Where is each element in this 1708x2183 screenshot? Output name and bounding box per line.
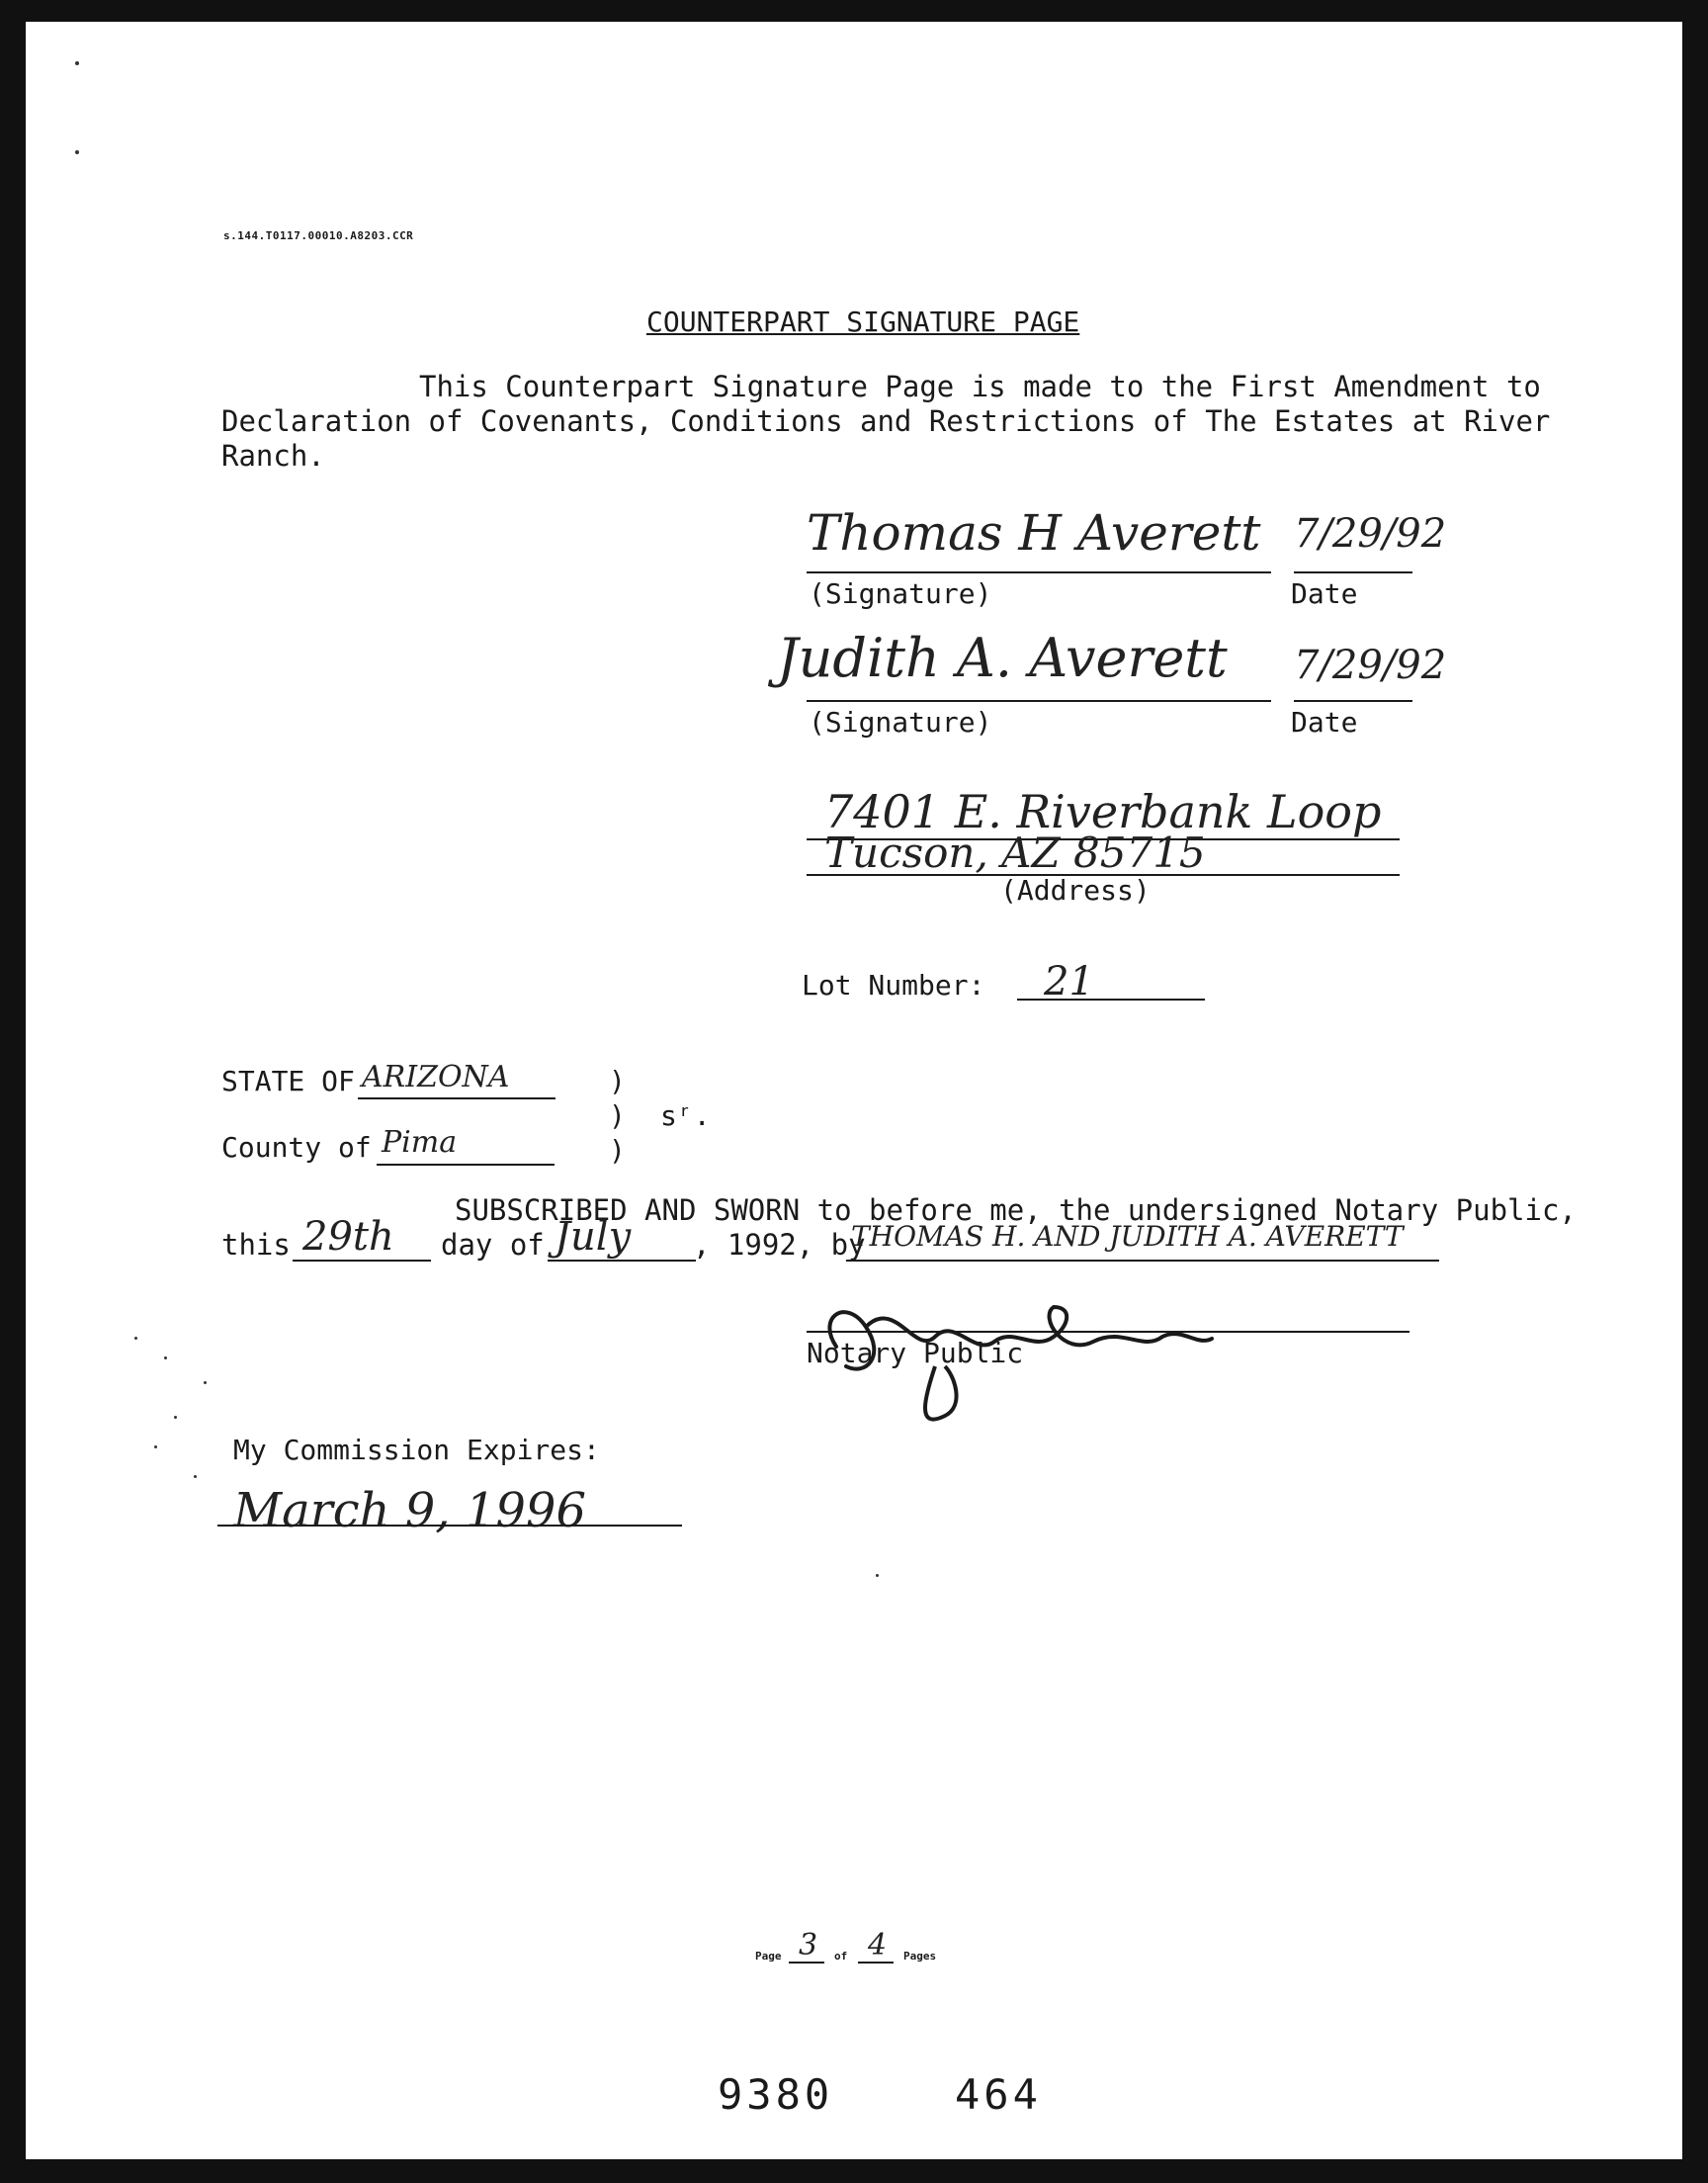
total-pages-line <box>858 1962 894 1964</box>
lot-number-label: Lot Number: <box>802 969 985 1002</box>
commission-line <box>217 1525 682 1527</box>
jurat-month-value: July <box>555 1214 632 1260</box>
bracket-top: ) <box>609 1065 626 1097</box>
stamp-right-number: 464 <box>955 2070 1042 2119</box>
signature-2-handwriting: Judith A. Averett <box>777 627 1228 689</box>
signature-1-label: (Signature) <box>809 577 992 610</box>
page-title: COUNTERPART SIGNATURE PAGE <box>646 306 1080 338</box>
state-value: ARIZONA <box>362 1060 510 1094</box>
signature-1-handwriting: Thomas H Averett <box>807 504 1261 562</box>
intro-line-3: Ranch. <box>221 439 325 473</box>
speck <box>174 1416 177 1419</box>
county-value: Pima <box>382 1125 458 1160</box>
signature-1-line <box>807 571 1271 573</box>
notary-signature-line <box>807 1331 1409 1333</box>
page-number-line <box>789 1962 824 1964</box>
signature-2-line <box>807 700 1271 702</box>
signature-2-label: (Signature) <box>809 706 992 739</box>
jurat-line-1: SUBSCRIBED AND SWORN to before me, the undersigned Notary Public, <box>455 1193 1577 1227</box>
speck <box>154 1445 157 1448</box>
speck <box>876 1574 879 1577</box>
speck <box>75 150 79 154</box>
address-label: (Address) <box>1000 874 1151 907</box>
signature-2-date-handwriting: 7/29/92 <box>1294 643 1447 688</box>
total-pages: 4 <box>868 1928 888 1963</box>
state-label: STATE OF <box>221 1065 355 1097</box>
signature-1-date-line <box>1294 571 1412 573</box>
lot-number-value: 21 <box>1044 959 1094 1004</box>
county-line <box>377 1164 555 1166</box>
state-line <box>358 1097 555 1099</box>
speck <box>194 1475 197 1478</box>
notary-label: Notary Public <box>807 1337 1024 1369</box>
intro-line-2: Declaration of Covenants, Conditions and Restrictions of The Estates at River <box>221 404 1551 438</box>
jurat-day-of-label: day of <box>441 1228 545 1262</box>
intro-line-1: This Counterpart Signature Page is made to the First Amendment to <box>419 370 1541 403</box>
county-label: County of <box>221 1131 372 1164</box>
speck <box>204 1381 207 1384</box>
signature-2-date-label: Date <box>1291 706 1358 739</box>
signature-1-date-handwriting: 7/29/92 <box>1294 511 1447 557</box>
stamp-left-number: 9380 <box>718 2070 834 2119</box>
jurat-this-label: this <box>221 1228 291 1262</box>
pages-label: Pages <box>903 1950 937 1963</box>
speck <box>164 1356 167 1359</box>
signature-2-date-line <box>1294 700 1412 702</box>
jurat-year-text: , 1992, by <box>693 1228 866 1262</box>
speck <box>75 61 79 65</box>
address-line-2-handwriting: Tucson, AZ 85715 <box>824 829 1206 877</box>
document-page <box>26 22 1682 2159</box>
bracket-bottom: ) <box>609 1134 626 1167</box>
of-label: of <box>834 1950 848 1963</box>
page-number: 3 <box>799 1928 818 1963</box>
commission-label: My Commission Expires: <box>233 1434 600 1466</box>
speck <box>134 1337 137 1340</box>
jurat-day-line <box>293 1260 431 1262</box>
document-code: s.144.T0117.00010.A8203.CCR <box>223 229 414 242</box>
ss-abbreviation: sʳ. <box>660 1099 711 1132</box>
page-label: Page <box>755 1950 782 1963</box>
jurat-month-line <box>548 1260 696 1262</box>
jurat-names-value: THOMAS H. AND JUDITH A. AVERETT <box>851 1220 1404 1253</box>
bracket-middle: ) <box>609 1099 626 1132</box>
jurat-day-value: 29th <box>302 1214 394 1260</box>
address-line-1-handwriting: 7401 E. Riverbank Loop <box>824 785 1382 838</box>
lot-number-line <box>1017 999 1205 1001</box>
signature-1-date-label: Date <box>1291 577 1358 610</box>
commission-value: March 9, 1996 <box>233 1483 586 1538</box>
